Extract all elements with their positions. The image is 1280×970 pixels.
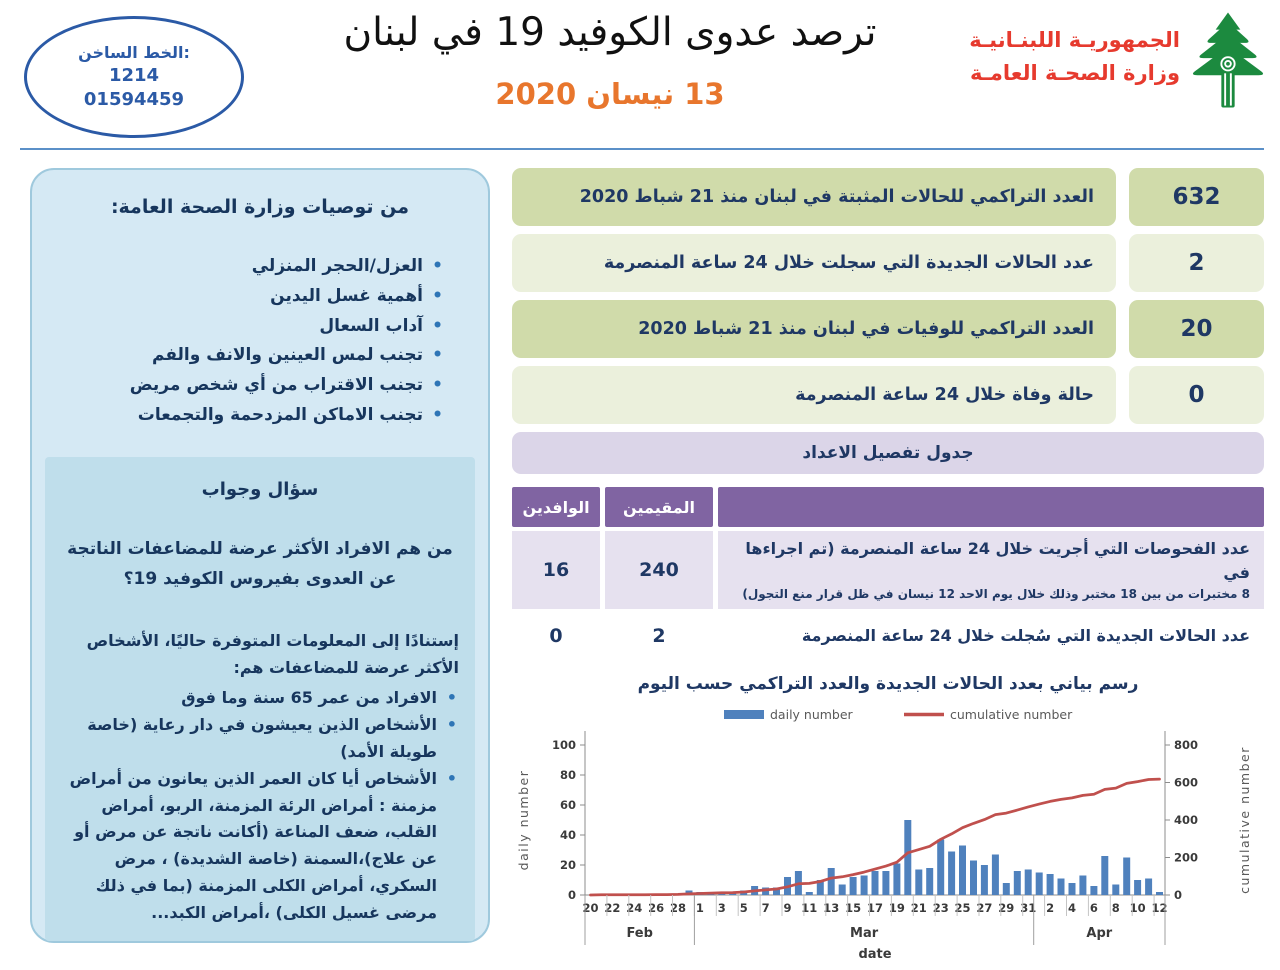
stat-row-cumulative-cases [512, 168, 1264, 226]
svg-text:27: 27 [976, 901, 993, 915]
statistics-column [512, 168, 1264, 970]
cedar-tree-icon [1190, 10, 1266, 114]
svg-text:0: 0 [567, 888, 576, 902]
ministry-logo [969, 10, 1266, 114]
stat-row-cumulative-deaths [512, 300, 1264, 358]
svg-text:9: 9 [783, 901, 792, 915]
list-item: • تجنب لمس العينين والانف والفم [53, 341, 445, 371]
table-row-tests-label [718, 531, 1264, 609]
svg-text:7: 7 [761, 901, 770, 915]
svg-text:24: 24 [626, 901, 643, 915]
svg-text:26: 26 [648, 901, 665, 915]
svg-text:22: 22 [604, 901, 621, 915]
table-cell-text: عدد الحالات الجديدة التي سُجلت خلال 24 ساعة المنصرمة [801, 625, 1250, 645]
table-header-residents: المقيمين [605, 487, 713, 527]
svg-text:4: 4 [1067, 901, 1077, 915]
svg-text:31: 31 [1020, 901, 1037, 915]
svg-text:3: 3 [717, 901, 726, 915]
svg-text:10: 10 [1129, 901, 1146, 915]
svg-text:date: date [858, 947, 892, 962]
svg-text:1: 1 [695, 901, 704, 915]
qa-answer-intro: إستنادًا إلى المعلومات المتوفرة حاليًا، الأشخاص الأكثر عرضة للمضاعفات هم: [86, 630, 459, 677]
svg-text:cumulative number: cumulative number [950, 707, 1073, 722]
svg-text:0: 0 [1174, 888, 1183, 902]
table-cell-arrivals: 16 [512, 531, 600, 609]
svg-text:5: 5 [739, 901, 748, 915]
svg-text:23: 23 [932, 901, 949, 915]
daily-cumulative-chart [512, 700, 1264, 966]
svg-text:13: 13 [823, 901, 840, 915]
table-cell-subtext: 8 مختبرات من بين 18 مختبر وذلك خلال يوم الاحد 12 نيسان في ظل قرار منع التجول) [742, 587, 1250, 601]
ministry-line2: وزارة الصحـة العامـة [969, 60, 1180, 85]
svg-text:20: 20 [559, 858, 576, 872]
list-item: • الأشخاص الذين يعيشون في دار رعاية (خاصة طويلة الأمد) [61, 712, 459, 766]
table-cell-text: عدد الفحوصات التي أجريت خلال 24 ساعة المنصرمة (تم اجراءها في [745, 539, 1250, 582]
table-row-newcases-label [718, 613, 1264, 658]
chart-title: رسم بياني بعدد الحالات الجديدة والعدد التراكمي حسب اليوم [637, 674, 1139, 694]
svg-text:Apr: Apr [1086, 926, 1113, 941]
svg-text:60: 60 [559, 798, 576, 812]
details-table-banner: جدول تفصيل الاعداد [512, 432, 1264, 474]
chart-area [512, 700, 1264, 970]
svg-text:daily number: daily number [770, 707, 853, 722]
question-answer-panel [45, 457, 475, 941]
stat-label: حالة وفاة خلال 24 ساعة المنصرمة [512, 366, 1116, 424]
list-item: • الأشخاص أيا كان العمر الذين يعانون من أمراض مزمنة : أمراض الرئة المزمنة، الربو، أمراض القلب، ضعف المناعة (أكانت ناتجة عن مرض أو عن علاج)،السمنة (خاصة الشديدة) ، مرض السكري، أمراض الكلى المزمنة (بما في ذلك مرضى غسيل الكلى) ،أمراض الكبد... [61, 766, 459, 927]
table-header-arrivals: الوافدين [512, 487, 600, 527]
stat-label: عدد الحالات الجديدة التي سجلت خلال 24 ساعة المنصرمة [512, 234, 1116, 292]
svg-text:Feb: Feb [626, 926, 653, 941]
table-cell-residents: 2 [605, 613, 713, 658]
svg-text:200: 200 [1174, 850, 1199, 865]
stat-value: 632 [1129, 168, 1264, 226]
hotline-number-short: 1214 [108, 64, 160, 86]
list-item: • العزل/الحجر المنزلي [53, 252, 445, 282]
svg-text:15: 15 [845, 901, 862, 915]
list-item: • تجنب الاماكن المزدحمة والتجمعات [53, 401, 445, 431]
svg-text:20: 20 [582, 901, 599, 915]
hotline-badge [24, 16, 244, 138]
svg-text:8: 8 [1111, 901, 1120, 915]
svg-text:40: 40 [559, 828, 576, 842]
table-cell-residents: 240 [605, 531, 713, 609]
svg-text:21: 21 [910, 901, 927, 915]
svg-text:6: 6 [1089, 901, 1098, 915]
list-item: • الافراد من عمر 65 سنة وما فوق [61, 685, 459, 712]
page-title: ترصد عدوى الكوفيد 19 في لبنان [343, 10, 877, 55]
list-item: • آداب السعال [53, 312, 445, 342]
list-item: • تجنب الاقتراب من أي شخص مريض [53, 371, 445, 401]
stat-label: العدد التراكمي للحالات المثبتة في لبنان منذ 21 شباط 2020 [512, 168, 1116, 226]
report-date: 13 نيسان 2020 [495, 77, 725, 111]
details-table [512, 487, 1264, 658]
qa-question: من هم الافراد الأكثر عرضة للمضاعفات الناتجة عن العدوى بفيروس الكوفيد 19؟ [67, 538, 453, 590]
stat-value: 2 [1129, 234, 1264, 292]
svg-text:400: 400 [1174, 813, 1199, 827]
recommendations-title: من توصيات وزارة الصحة العامة: [110, 196, 410, 218]
svg-text:Mar: Mar [850, 926, 879, 941]
svg-text:2: 2 [1046, 901, 1055, 915]
svg-text:19: 19 [888, 901, 905, 915]
recommendations-list [53, 252, 445, 431]
stat-value: 0 [1129, 366, 1264, 424]
svg-text:cumulative number: cumulative number [1237, 746, 1252, 894]
qa-answer-list [61, 685, 459, 927]
stat-label: العدد التراكمي للوفيات في لبنان منذ 21 شباط 2020 [512, 300, 1116, 358]
table-header-empty [718, 487, 1264, 527]
stat-row-new-deaths [512, 366, 1264, 424]
svg-text:80: 80 [559, 768, 576, 782]
hotline-number-long: 01594459 [83, 88, 185, 110]
ministry-name [969, 24, 1180, 89]
list-item: • أهمية غسل اليدين [53, 282, 445, 312]
stat-value: 20 [1129, 300, 1264, 358]
stat-row-new-cases [512, 234, 1264, 292]
recommendations-panel [30, 168, 490, 943]
ministry-line1: الجمهوريـة اللبنـانيـة [969, 28, 1180, 52]
svg-text:28: 28 [669, 901, 687, 915]
header-title-block [300, 10, 920, 111]
svg-text:11: 11 [801, 901, 818, 915]
svg-text:12: 12 [1151, 901, 1168, 915]
qa-title: سؤال وجواب [201, 478, 319, 500]
svg-text:100: 100 [551, 738, 576, 752]
table-cell-arrivals: 0 [512, 613, 600, 658]
svg-text:600: 600 [1174, 775, 1199, 790]
svg-text:daily number: daily number [516, 769, 531, 871]
svg-text:29: 29 [998, 901, 1015, 915]
hotline-label: الخط الساخن: [78, 42, 190, 62]
svg-text:800: 800 [1174, 738, 1199, 752]
header-divider [20, 148, 1264, 150]
svg-text:17: 17 [866, 901, 884, 915]
svg-text:25: 25 [954, 901, 971, 915]
